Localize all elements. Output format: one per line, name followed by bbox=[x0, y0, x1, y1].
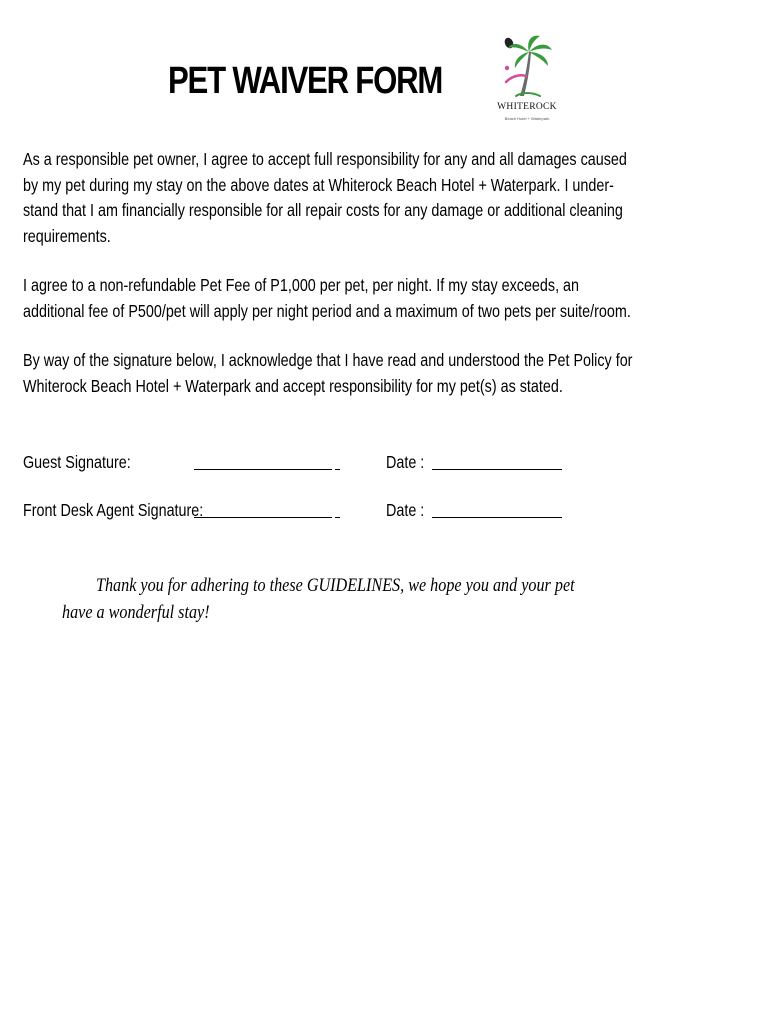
paragraph-line: additional fee of P500/pet will apply per night period and a maximum of two pets per suite/room. bbox=[23, 300, 631, 321]
paragraph-line: As a responsible pet owner, I agree to accept full responsibility for any and all damages caused bbox=[23, 149, 627, 169]
paragraph-line: Whiterock Beach Hotel + Waterpark and accept responsibility for my pet(s) as stated. bbox=[23, 375, 563, 396]
paragraph-line: requirements. bbox=[23, 225, 111, 246]
acknowledgement-paragraph bbox=[23, 348, 633, 399]
closing-message-line-1: Thank you for adhering to these GUIDELINES, we hope you and your pet bbox=[96, 575, 575, 596]
paragraph-line: by my pet during my stay on the above dates at Whiterock Beach Hotel + Waterpark. I under- bbox=[23, 174, 614, 195]
front-desk-signature-label: Front Desk Agent Signature: bbox=[23, 500, 204, 520]
guest-date-label: Date : bbox=[386, 452, 425, 472]
palm-tree-icon bbox=[496, 30, 558, 102]
logo-name: WHITEROCK bbox=[497, 102, 557, 112]
front-desk-date-field[interactable] bbox=[432, 517, 562, 518]
guest-date-field[interactable] bbox=[432, 469, 562, 470]
front-desk-date-label: Date : bbox=[386, 500, 425, 520]
responsibility-paragraph bbox=[23, 147, 627, 249]
hotel-logo bbox=[496, 30, 558, 128]
paragraph-line: By way of the signature below, I acknowledge that I have read and understood the Pet Policy for bbox=[23, 350, 633, 370]
page-title: PET WAIVER FORM bbox=[168, 60, 443, 102]
logo-tagline: Beach Hotel + Waterpark bbox=[504, 116, 550, 121]
guest-signature-field[interactable] bbox=[194, 469, 332, 470]
paragraph-line: I agree to a non-refundable Pet Fee of P1,000 per pet, per night. If my stay exceeds, an bbox=[23, 275, 580, 295]
closing-message-line-2: have a wonderful stay! bbox=[62, 602, 210, 623]
front-desk-signature-field[interactable] bbox=[194, 517, 332, 518]
paragraph-line: stand that I am financially responsible for all repair costs for any damage or additional cleaning bbox=[23, 200, 623, 220]
fees-paragraph bbox=[23, 273, 631, 324]
guest-signature-label: Guest Signature: bbox=[23, 452, 131, 472]
